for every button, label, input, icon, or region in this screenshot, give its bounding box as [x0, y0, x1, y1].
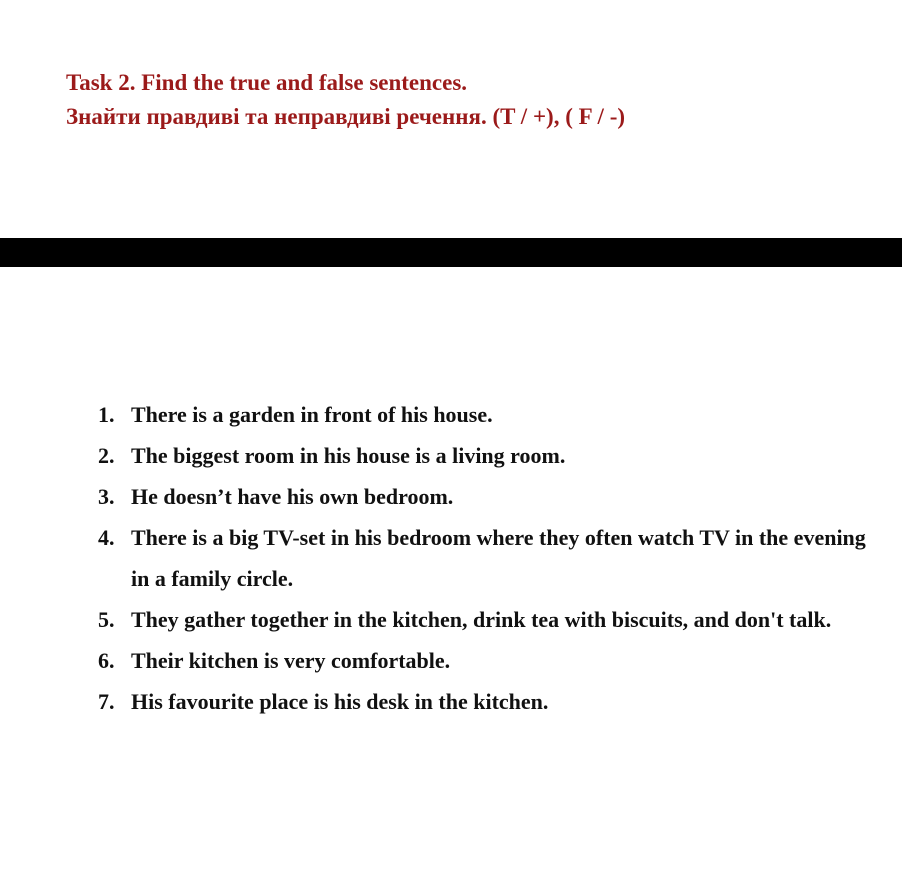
item-number: 4. — [98, 525, 115, 550]
item-number: 2. — [98, 443, 115, 468]
sentence-list — [98, 394, 868, 722]
sentence-text: He doesn’t have his own bedroom. — [131, 484, 454, 509]
list-item — [98, 517, 868, 599]
item-number: 3. — [98, 484, 115, 509]
sentence-text: His favourite place is his desk in the kitchen. — [131, 689, 549, 714]
sentence-text: Their kitchen is very comfortable. — [131, 648, 451, 673]
item-number: 5. — [98, 607, 115, 632]
list-item — [98, 394, 868, 435]
sentence-text: The biggest room in his house is a living room. — [131, 443, 566, 468]
sentence-text: There is a garden in front of his house. — [131, 402, 493, 427]
sentence-text: There is a big TV-set in his bedroom where they often watch TV in the evening in a family circle. — [131, 525, 866, 591]
list-item — [98, 599, 868, 640]
task-title-english: Task 2. Find the true and false sentences. — [66, 70, 468, 95]
item-number: 6. — [98, 648, 115, 673]
task-header — [66, 66, 625, 134]
list-item — [98, 640, 868, 681]
item-number: 1. — [98, 402, 115, 427]
item-number: 7. — [98, 689, 115, 714]
list-item — [98, 681, 868, 722]
black-divider-bar — [0, 238, 902, 267]
list-item — [98, 476, 868, 517]
sentence-text: They gather together in the kitchen, drink tea with biscuits, and don't talk. — [131, 607, 832, 632]
list-item — [98, 435, 868, 476]
task-title-ukrainian: Знайти правдиві та неправдиві речення. (T / +), ( F / -) — [66, 104, 626, 129]
